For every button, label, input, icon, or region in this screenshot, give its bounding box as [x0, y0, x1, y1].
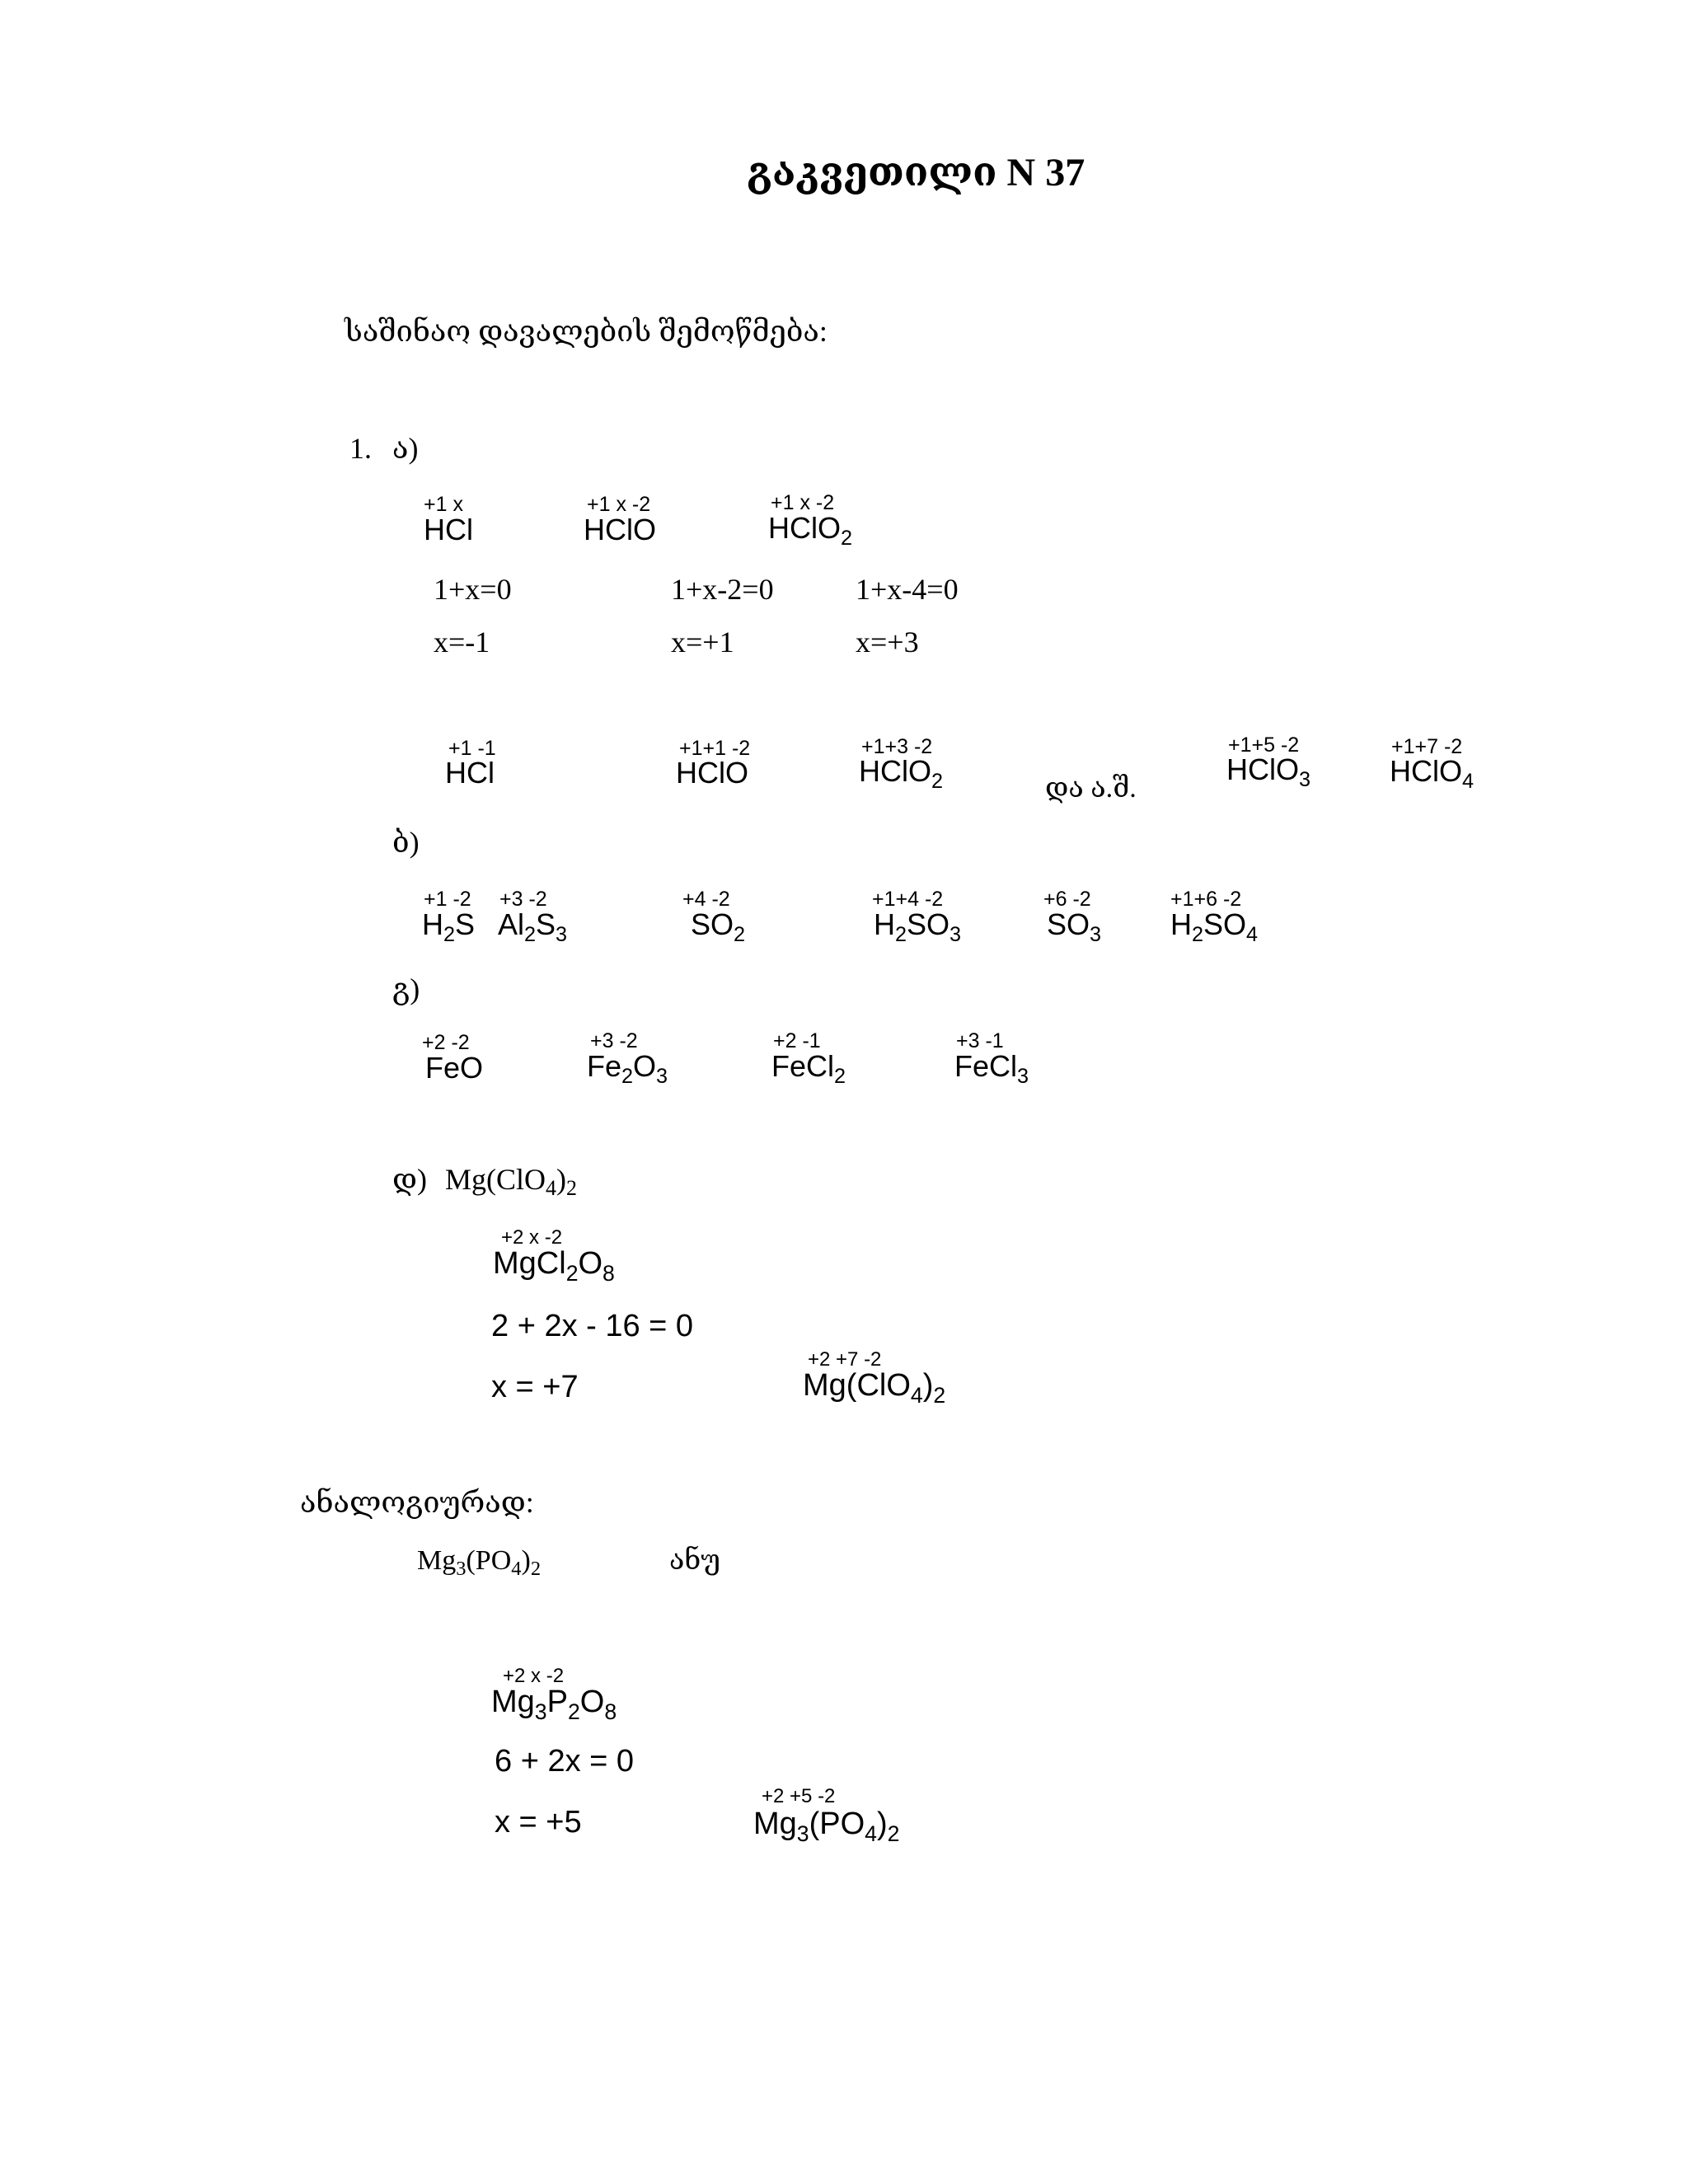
formula-so2: $SO_2$: [691, 907, 746, 947]
formula-h2so4: $H_2SO_4$: [1170, 907, 1259, 947]
oxidation-states: +1 x: [424, 493, 463, 516]
oxidation-states: +1+7 -2: [1391, 735, 1463, 758]
oxidation-states: +1+1 -2: [679, 737, 751, 760]
oxidation-states: +1+3 -2: [861, 735, 933, 758]
oxidation-states: +4 -2: [682, 888, 730, 911]
equation: 2 + 2x - 16 = 0: [491, 1309, 694, 1343]
oxidation-states: +1+5 -2: [1228, 733, 1300, 757]
solution: x = +5: [495, 1805, 582, 1840]
formula-fe2o3: $Fe_2O_3$: [587, 1049, 668, 1089]
section-d-label: დ): [392, 1163, 427, 1196]
formula-al2s3: $Al_2S_3$: [498, 907, 568, 947]
section-b-label: ბ): [392, 826, 420, 859]
oxidation-states: +2 -1: [773, 1029, 821, 1052]
oxidation-states: +1 x -2: [587, 493, 651, 516]
oxidation-states: +2 x -2: [501, 1226, 563, 1249]
oxidation-states: +2 +7 -2: [808, 1348, 882, 1371]
page-title: გაკვეთილი N 37: [747, 151, 1085, 194]
formula-hclo2: HClO$_2$: [768, 511, 853, 551]
formula-h2s: $H_2S$: [422, 907, 476, 947]
oxidation-states: +2 x -2: [503, 1665, 565, 1687]
solution: x=+1: [671, 626, 734, 658]
solution: x=-1: [434, 626, 490, 658]
formula-hcl: HCl: [445, 756, 495, 790]
etc-text: და ა.შ.: [1045, 773, 1137, 804]
solution: x = +7: [491, 1370, 579, 1404]
formula-mgcl2o8: $MgCl_2O_8$: [493, 1246, 615, 1286]
compound-mg3-po4-2: $Mg_3(PO_4)_2$: [417, 1545, 542, 1580]
oxidation-states: +3 -2: [499, 888, 547, 911]
formula-hcl: HCl: [424, 513, 473, 546]
formula-so3: $SO_3$: [1047, 907, 1102, 947]
oxidation-states: +3 -2: [590, 1029, 638, 1052]
section-a-label: ა): [392, 432, 419, 465]
section-g-label: გ): [392, 972, 420, 1005]
oxidation-states: +1 x -2: [771, 491, 835, 514]
formula-fecl3: FeCl$_3$: [954, 1049, 1029, 1089]
equation: 1+x=0: [434, 573, 512, 606]
oxidation-states: +1+6 -2: [1170, 888, 1242, 911]
equation: 1+x-4=0: [856, 573, 959, 606]
oxidation-states: +2 -2: [422, 1031, 470, 1054]
formula-mg3-po4-2: $Mg_3(PO_4)_2$: [753, 1807, 900, 1846]
oxidation-states: +1 -2: [424, 888, 471, 911]
formula-fecl2: FeCl$_2$: [771, 1049, 846, 1089]
formula-mg-clo4-2: $Mg(ClO_4)_2$: [803, 1368, 946, 1408]
equation: 1+x-2=0: [671, 573, 774, 606]
oxidation-states: +1 -1: [448, 737, 496, 760]
formula-hclo: HClO: [584, 513, 656, 546]
formula-h2so3: $H_2SO_3$: [874, 907, 962, 947]
compound-mg-clo4-2: $Mg(ClO_4)_2$: [445, 1163, 577, 1201]
oxidation-states: +3 -1: [956, 1029, 1004, 1052]
equation: 6 + 2x = 0: [495, 1744, 635, 1779]
formula-hclo2: HClO$_2$: [859, 754, 944, 794]
formula-mg3p2o8: $Mg_3P_2O_8$: [491, 1685, 617, 1724]
oxidation-states: +1+4 -2: [872, 888, 944, 911]
analogously-heading: ანალოგიურად:: [300, 1486, 534, 1519]
solution: x=+3: [856, 626, 919, 658]
oxidation-states: +6 -2: [1043, 888, 1091, 911]
formula-hclo4: HClO$_4$: [1390, 754, 1475, 794]
that-is-text: ანუ: [669, 1545, 721, 1576]
formula-feo: FeO: [425, 1051, 484, 1085]
formula-hclo: HClO: [676, 756, 748, 790]
homework-check-heading: საშინაო დავალების შემოწმება:: [345, 315, 828, 348]
oxidation-states: +2 +5 -2: [762, 1785, 836, 1807]
item-number: 1.: [349, 432, 372, 465]
formula-hclo3: HClO$_3$: [1226, 752, 1311, 792]
